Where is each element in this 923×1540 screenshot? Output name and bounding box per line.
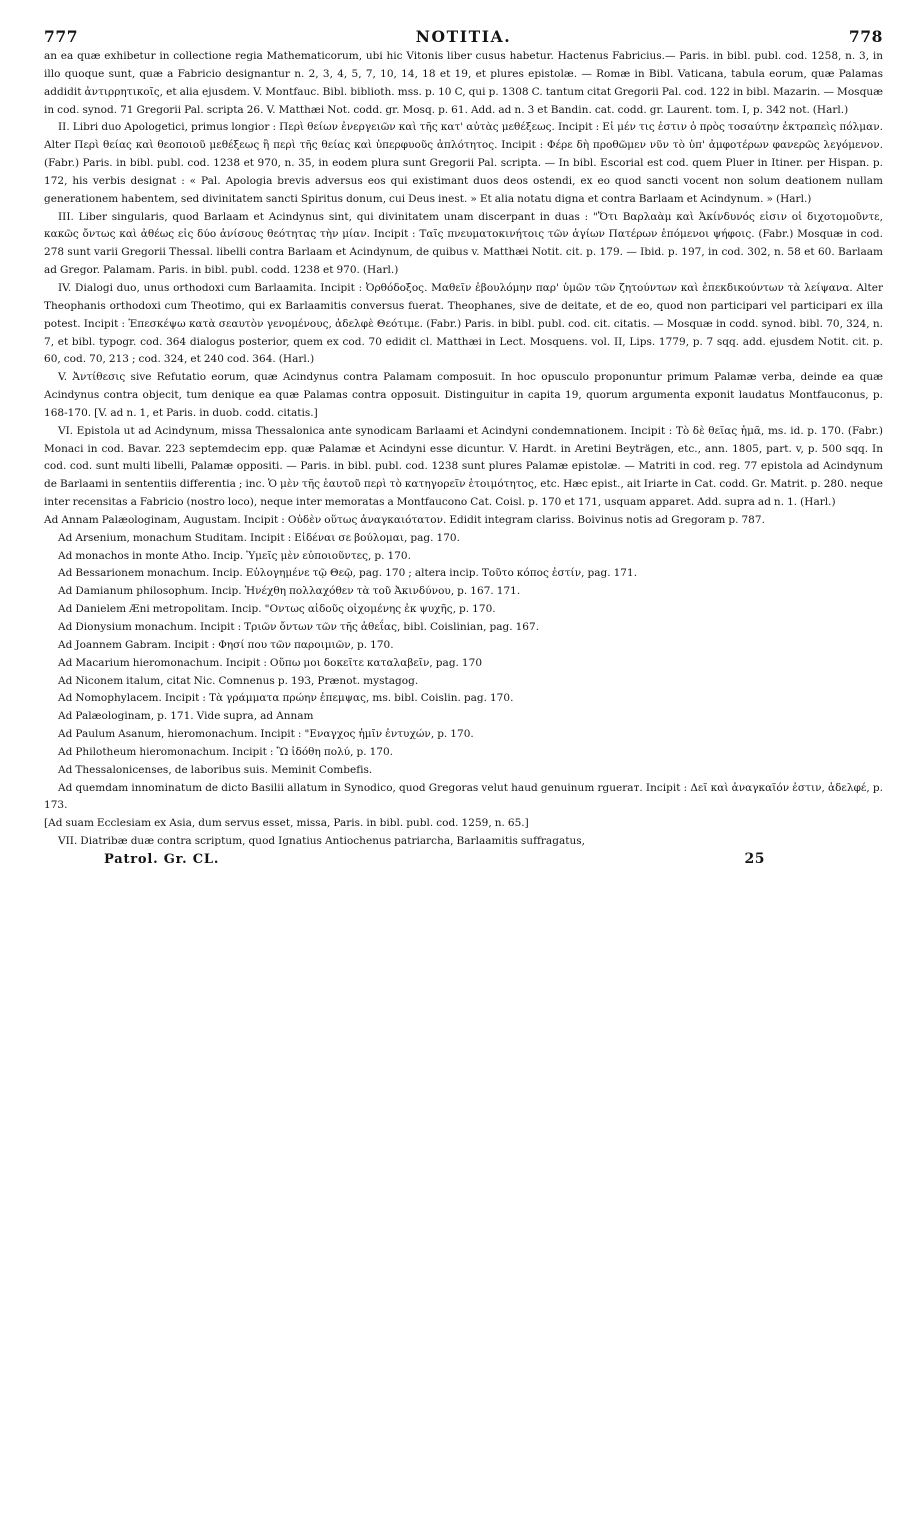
sheet-number: 25 xyxy=(744,850,765,867)
running-title: NOTITIA. xyxy=(415,27,512,46)
letter-entry: Ad Niconem italum, citat Nic. Comnenus p. 193, Prænot. mystagog. xyxy=(58,674,419,687)
letter-entry: Ad Macarium hieromonachum. Incipit : Οὔπω μοι δοκεῖτε καταλαβεῖν, pag. 170 xyxy=(58,656,483,669)
letter-entry: Ad Nomophylacem. Incipit : Τὰ γράμματα πρώην ἐπεμψας, ms. bibl. Coislin. pag. 170. xyxy=(58,692,514,705)
running-header xyxy=(44,0,883,46)
right-page-number: 778 xyxy=(848,27,883,46)
letter-entry: Ad Bessarionem monachum. Incip. Εὐλογημένε τῷ Θεῷ, pag. 170 ; altera incip. Τοῦτο κόπος ἐστίν, pag. 171. xyxy=(58,567,638,580)
body-text xyxy=(44,48,883,851)
paragraph: II. Libri duo Apologetici, primus longior : Περὶ θείων ἐνεργειῶν καὶ τῆς κατ' αὐτὰς μεθέξεως. Incipit : Εἰ μέν τις ἐστιν ὁ πρὸς τοσαύτην ἐκτραπεὶς πόλμαν. Alter Περὶ θείας καὶ θεοποιοῦ μεθέξεως ἢ περὶ τῆς θείας καὶ ὑπερφυοῦς ἁπλότητος. Incipit : Φέρε δὴ προθῶμεν νῦν τὸ ὑπ' ἀμφοτέρων φανερῶς λεγόμενον. (Fabr.) Paris. in bibl. publ. cod. 1238 et 970, n. 35, in eodem plura sunt Gregorii Pal. scripta. — In bibl. Escorial est cod. quem Pluer in Itiner. per Hispan. p. 172, his verbis designat : « Pal. Apologia brevis adversus eos qui existimant duos deos ostendi, ex eo quod sancti vocent non solum deationem nullam generationem habentem, sed divinitatem sancti Spiritus donum, cui Deus inest. » Et alia notatu digna et contra Barlaam et Acindynum. » (Harl.) xyxy=(44,121,883,205)
letter-entry: Ad Dionysium monachum. Incipit : Τριῶν ὄντων τῶν τῆς ἀθεΐας, bibl. Coislinian, pag. 167. xyxy=(58,621,540,633)
letter-entry: Ad Paulum Asanum, hieromonachum. Incipit : "Εναγχος ἡμῖν ἐντυχών, p. 170. xyxy=(58,728,474,741)
page-footer xyxy=(44,851,883,867)
letter-entry: Ad Palæologinam, p. 171. Vide supra, ad Annam xyxy=(58,710,314,723)
paragraph: IV. Dialogi duo, unus orthodoxi cum Barlaamita. Incipit : Ὀρθόδοξος. Μαθεῖν ἐβουλόμην παρ' ὑμῶν τῶν ζητούντων καὶ ἐπεκδικούντων τὰ λείψανα. Alter Theophanis orthodoxi cum Theotimo, qui ex Barlaamitis conversus fuerat. Theophanes, sive de deitate, et de eo, quod non participari vel participari ex illa potest. Incipit : Ἐπεσκέψω κατὰ σεαυτὸν γενομένους, ἀδελφὲ Θεότιμε. (Fabr.) Paris. in bibl. publ. cod. cit. citatis. — Mosquæ in codd. synod. bibl. 70, 324, n. 7, et bibl. typogr. cod. 364 dialogus posterior, quem ex cod. 70 edidit cl. Matthæi in Lect. Mosquens. vol. II, Lips. 1779, p. 7 sqq. add. ejusdem Notit. cit. p. 60, cod. 70, 213 ; cod. 324, et 240 cod. 364. (Harl.) xyxy=(44,281,883,366)
letter-entry: Ad Thessalonicenses, de laboribus suis. Meminit Combefis. xyxy=(58,763,373,776)
signature-mark: Patrol. Gr. CL. xyxy=(104,851,220,867)
letter-entry: Ad Joannem Gabram. Incipit : Φησί που τῶν παροιμιῶν, p. 170. xyxy=(58,638,394,651)
paragraph: VII. Diatribæ duæ contra scriptum, quod Ignatius Antiochenus patriarcha, Barlaamitis suffragatus, xyxy=(58,835,586,848)
letter-entry: Ad Danielem Æni metropolitam. Incip. "Οντως αἰδοῦς οἰχομένης ἐκ ψυχῆς, p. 170. xyxy=(58,603,496,616)
bracketed-note: [Ad suam Ecclesiam ex Asia, dum servus esset, missa, Paris. in bibl. publ. cod. 1259, n. 65.] xyxy=(44,817,529,830)
letter-entry: Ad Damianum philosophum. Incip. Ἠνέχθη πολλαχόθεν τὰ τοῦ Ἀκινδύνου, p. 167. 171. xyxy=(58,585,521,598)
paragraph: V. Ἀντίθεσις sive Refutatio eorum, quæ Acindynus contra Palamam composuit. In hoc opusculo proponuntur primum Palamæ verba, deinde ea quæ Acindynus contra objecit, tum denique ea quæ Palamas contra opposuit. Distinguitur in capita 19, quorum argumenta exponit laudatus Montfauconus, p. 168-170. [V. ad n. 1, et Paris. in duob. codd. citatis.] xyxy=(44,371,883,419)
paragraph: VI. Epistola ut ad Acindynum, missa Thessalonica ante synodicam Barlaami et Acindyni condemnationem. Incipit : Τὸ δὲ θεῖας ἡμᾶ, ms. id. p. 170. (Fabr.) Monaci in cod. Bavar. 223 septemdecim epp. quæ Palamæ et Acindyni esse dicuntur. V. Hardt. in Aretini Beyträgen, etc., ann. 1805, part. v, p. 500 sqq. In cod. cod. sunt multi libelli, Palamæ oppositi. — Paris. in bibl. publ. cod. 1238 sunt plures Palamæ epistolæ. — Matriti in cod. reg. 77 epistola ad Acindynum de Barlaami in sententiis differentia ; inc. Ὁ μὲν τῆς ἑαυτοῦ περὶ τὸ κατηγορεῖν ἑτοιμότητος, etc. Hæc epist., ait Iriarte in Cat. codd. Gr. Matrit. p. 280. neque inter recensitas a Fabricio (nostro loco), neque inter memoratas a Montfaucono Cat. Coisl. p. 170 et 171, usquam apparet. Add. supra ad n. 1. (Harl.) xyxy=(44,424,883,509)
left-page-number: 777 xyxy=(44,27,79,46)
letter-entry: Ad quemdam innominatum de dicto Basilii allatum in Synodico, quod Gregoras velut haud genuinum rgueraт. Incipit : Δεῖ καὶ ἀναγκαῖόν ἐστιν, ἀδελφέ, p. 173. xyxy=(44,781,883,812)
letter-entry: Ad monachos in monte Atho. Incip. Ὑμεῖς μὲν εὐποιοῦντες, p. 170. xyxy=(58,549,411,562)
letter-entry: Ad Arsenium, monachum Studitam. Incipit : Εἰδέναι σε βούλομαι, pag. 170. xyxy=(58,531,460,544)
paragraph: an ea quæ exhibetur in collectione regia Mathematicorum, ubi hic Vitonis liber cusus habetur. Hactenus Fabricius.— Paris. in bibl. publ. cod. 1258, n. 3, in illo quoque sunt, quæ a Fabricio designantur n. 2, 3, 4, 5, 7, 10, 14, 18 et 19, et plures epistolæ. — Romæ in Bibl. Vaticana, tabula eorum, quæ Palamas addidit ἀντιρρητικοῖς, et alia ejusdem. V. Montfauc. Bibl. biblioth. mss. p. 10 C, qui p. 1308 C. tantum citat Gregorii Pal. cod. 122 in bibl. Mazarin. — Mosquæ in cod. synod. 71 Gregorii Pal. scripta 26. V. Matthæi Not. codd. gr. Mosq. p. 61. Add. ad n. 3 et Bandin. cat. codd. gr. Laurent. tom. I, p. 342 not. (Harl.) xyxy=(44,50,883,116)
letter-entry: Ad Philotheum hieromonachum. Incipit : Ὢ ἰδόθη πολύ, p. 170. xyxy=(58,745,394,758)
letter-entry: Ad Annam Palæologinam, Augustam. Incipit : Οὐδὲν οὕτως ἀναγκαιότατον. Edidit integram clariss. Boivinus notis ad Gregoram p. 787. xyxy=(44,513,765,526)
paragraph: III. Liber singularis, quod Barlaam et Acindynus sint, qui divinitatem unam discerpant in duas : "Ὅτι Βαρλαὰμ καὶ Ἀκίνδυνός εἰσιν οἱ διχοτομοῦντε, κακῶς ὄντως καὶ ἀθέως εἰς δύο ἀνίσους θεότητας τὴν μίαν. Incipit : Ταῖς πνευματοκινήτοις τῶν ἁγίων Πατέρων ἑπόμενοι ψήφοις. (Fabr.) Mosquæ in cod. 278 sunt varii Gregorii Thessal. libelli contra Barlaam et Acindynum, de quibus v. Matthæi Notit. cit. p. 179. — Ibid. p. 197, in cod. 302, n. 58 et 60. Barlaam ad Gregor. Palamam. Paris. in bibl. publ. codd. 1238 et 970. (Harl.) xyxy=(44,210,883,277)
